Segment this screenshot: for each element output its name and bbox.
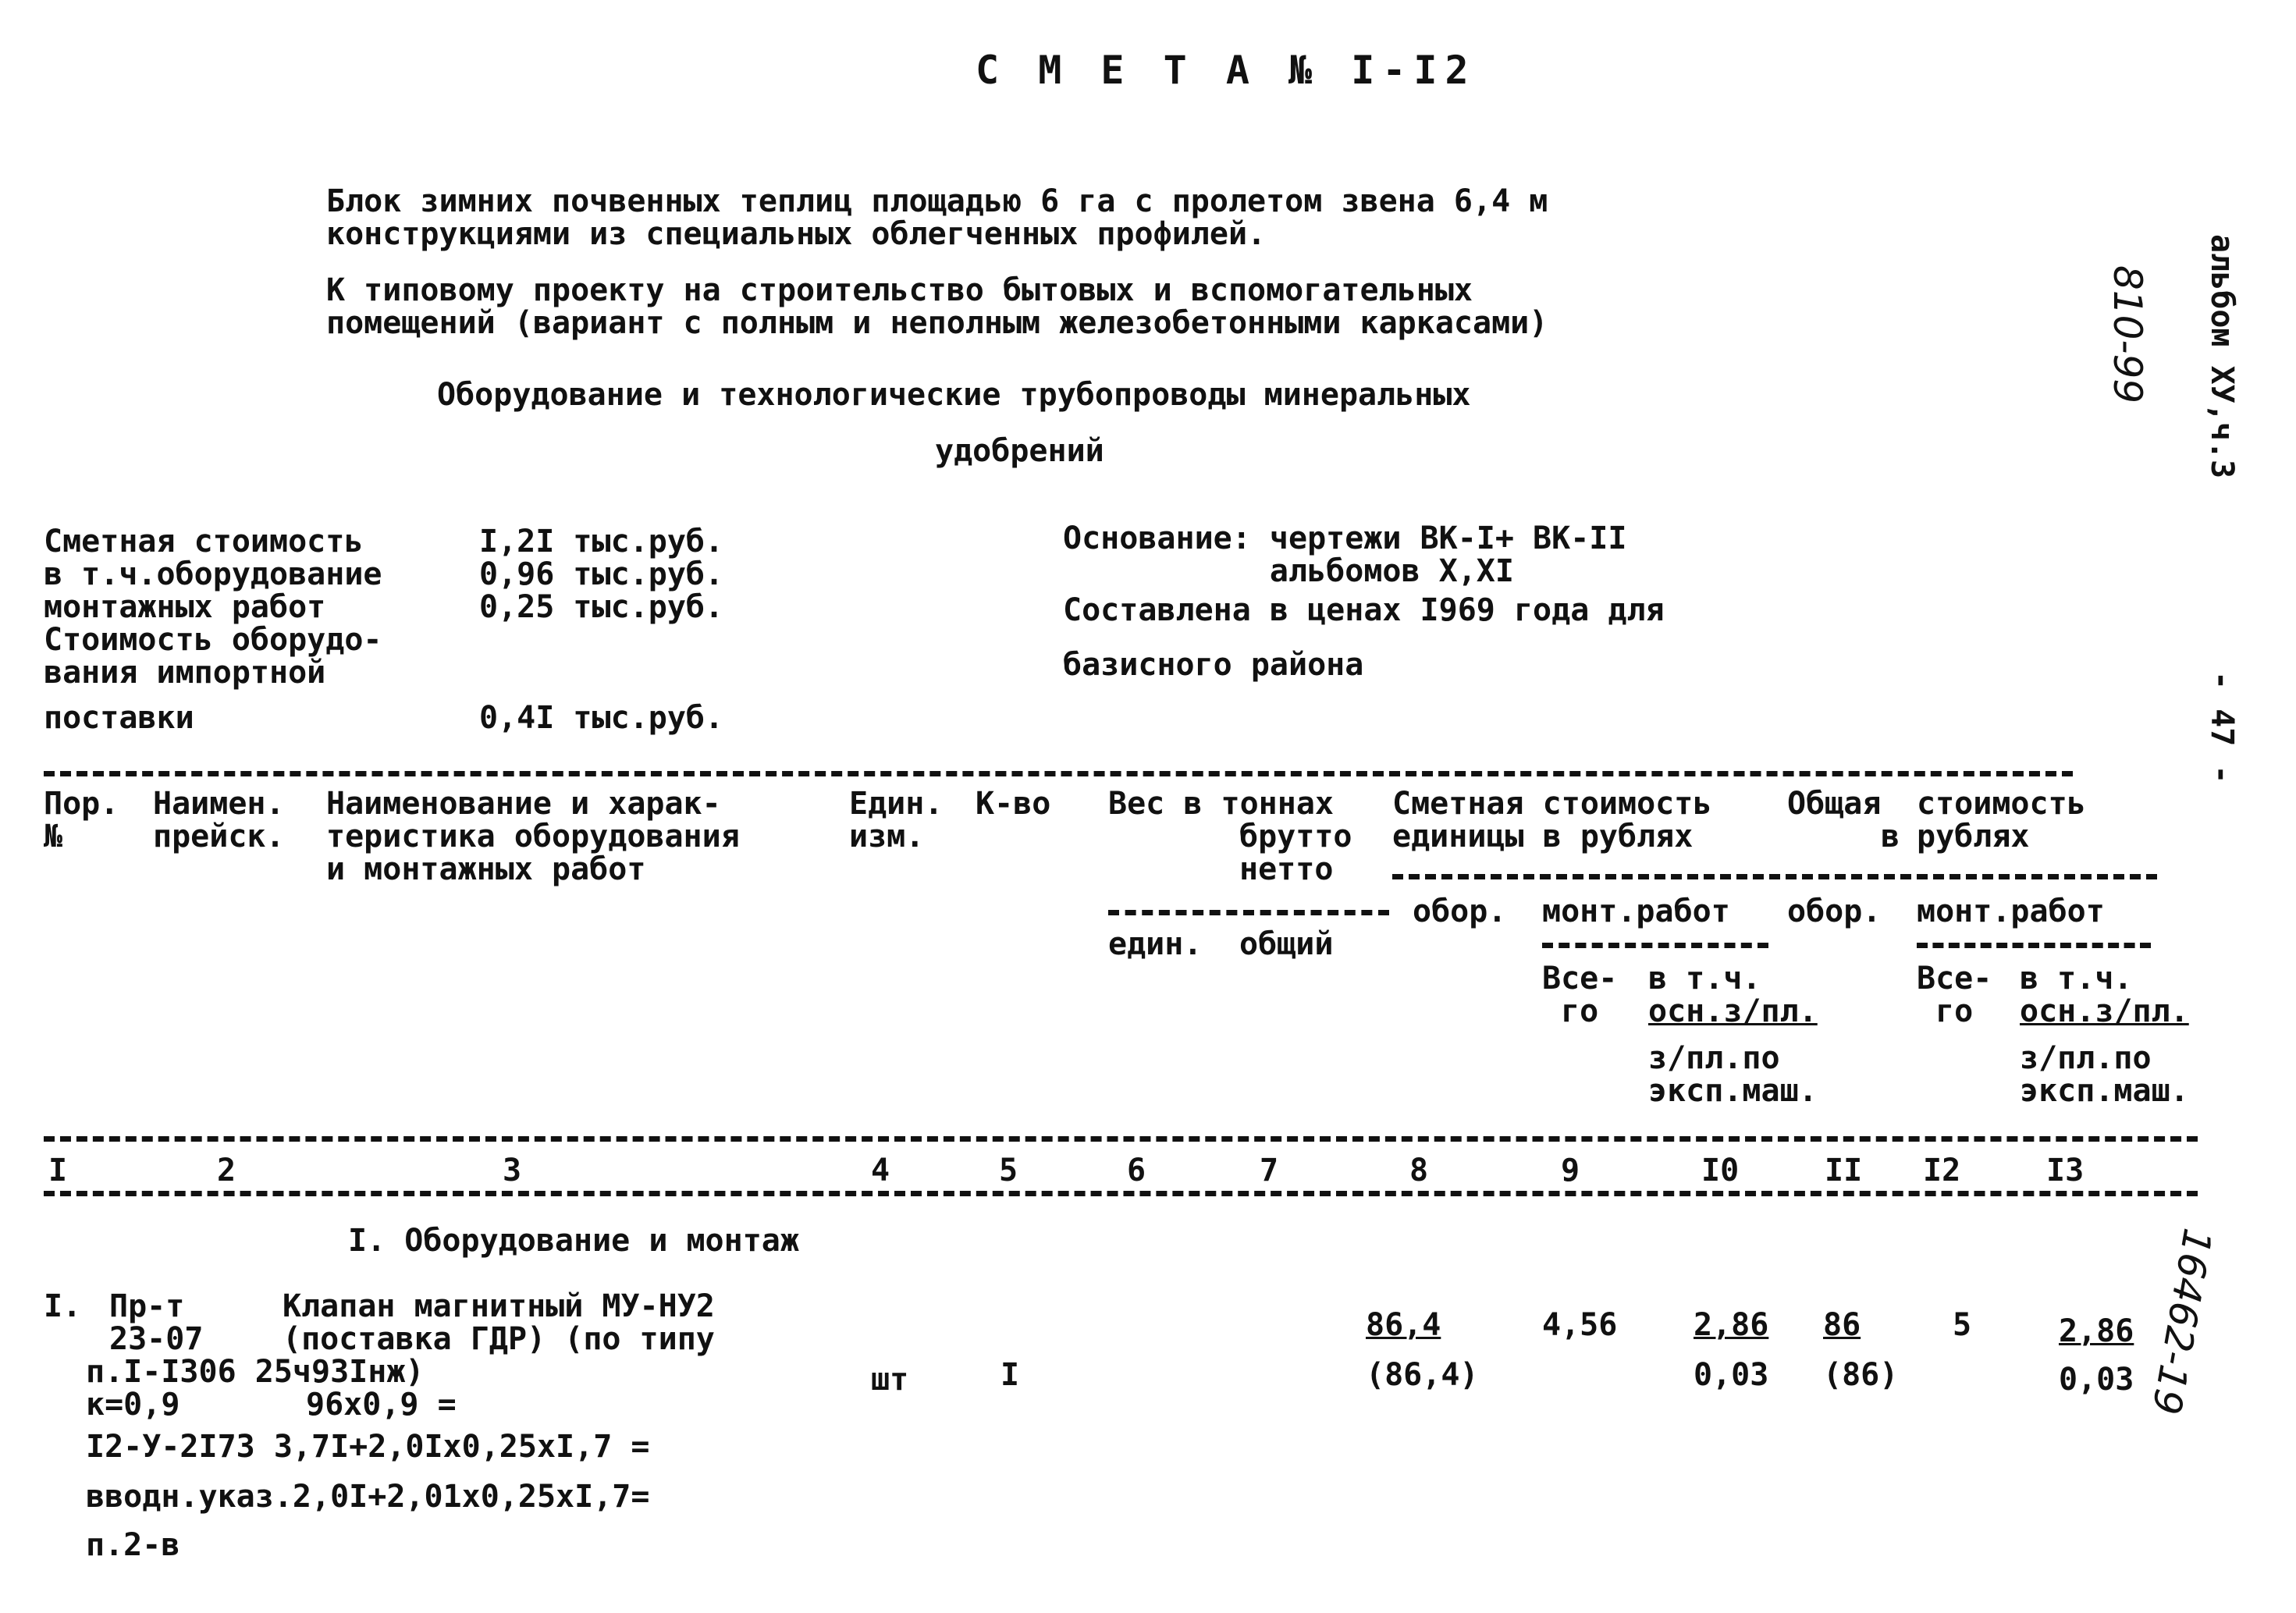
hdr-unit-incl-1: в т.ч. (1648, 961, 1761, 997)
hdr-total-incl-2: осн.з/пл. (2020, 993, 2189, 1029)
block-line-2: конструкциями из специальных облегченных профилей. (326, 216, 1267, 252)
row-qty: I (1001, 1357, 1020, 1393)
hdr-col2-line1: Наимен. (153, 786, 285, 822)
row-unit: шт (871, 1362, 909, 1398)
cost-label-3: монтажных работ (44, 589, 326, 625)
hdr-divider-costs (1392, 874, 2157, 879)
estimate-title: С М Е Т А № I-I2 (976, 48, 1477, 93)
row-code-4: к=0,9 (86, 1387, 180, 1423)
hdr-weight-line2: брутто (1239, 819, 1352, 854)
row-calc-4: п.2-в (86, 1527, 180, 1563)
header-top-divider (44, 771, 2073, 776)
hdr-total-all-2: го (1935, 993, 1974, 1029)
row-num: I. (44, 1288, 82, 1324)
hdr-weight-line1: Вес в тоннах (1108, 786, 1334, 822)
section-title-line-1: Оборудование и технологические трубопроводы минеральных (437, 377, 1471, 413)
handwritten-code-bottom: 16462-19 (2143, 1224, 2220, 1419)
hdr-unit-mount: монт.работ (1542, 894, 1730, 929)
row-col10-bottom: 0,03 (1694, 1357, 1769, 1393)
hdr-total-cost-3: стоимость (1917, 786, 2086, 822)
hdr-divider-weight (1108, 910, 1389, 915)
hdr-col4-line2: изм. (849, 819, 925, 854)
row-col10-top: 2,86 (1694, 1307, 1769, 1343)
hdr-col2-line2: прейск. (153, 819, 285, 854)
project-line-1: К типовому проекту на строительство бытовых и вспомогательных (326, 272, 1473, 308)
colnum-bottom-divider (44, 1191, 2198, 1196)
row-col11-bottom: (86) (1823, 1357, 1899, 1393)
hdr-unit-equip: обор. (1413, 894, 1507, 929)
section-title-line-2: удобрений (935, 433, 1104, 469)
cost-label-5: вания импортной (44, 655, 326, 691)
basis-line-3: Составлена в ценах I969 года для (1063, 592, 1665, 628)
cost-value-mounting: 0,25 тыс.руб. (479, 589, 724, 625)
colnum-3: 3 (503, 1153, 522, 1188)
project-line-2: помещений (вариант с полным и неполным железобетонными каркасами) (326, 305, 1548, 341)
hdr-unit-incl-4: эксп.маш. (1648, 1073, 1818, 1109)
row-col12: 5 (1953, 1307, 1972, 1343)
cost-value-import: 0,4I тыс.руб. (479, 700, 724, 736)
hdr-col3-line1: Наименование и харак- (326, 786, 721, 822)
basis-line-4: базисного района (1063, 647, 1364, 683)
row-col13-bottom: 0,03 (2059, 1362, 2134, 1398)
cost-label-2: в т.ч.оборудование (44, 556, 382, 592)
hdr-col1-line1: Пор. (44, 786, 119, 822)
hdr-total-cost-1: Общая (1787, 786, 1882, 822)
hdr-col3-line3: и монтажных работ (326, 851, 646, 887)
hdr-col4-line1: Един. (849, 786, 944, 822)
colnum-top-divider (44, 1136, 2198, 1142)
colnum-8: 8 (1409, 1153, 1429, 1188)
colnum-5: 5 (999, 1153, 1018, 1188)
hdr-total-cost-2: в (1881, 819, 1900, 854)
row-calc-2: I2-У-2I73 3,7I+2,0Iх0,25хI,7 = (86, 1429, 650, 1465)
row-col8-top: 86,4 (1366, 1307, 1441, 1343)
hdr-total-equip: обор. (1787, 894, 1882, 929)
section-heading: I. Оборудование и монтаж (348, 1223, 799, 1259)
cost-value-equipment: 0,96 тыс.руб. (479, 556, 724, 592)
colnum-9: 9 (1561, 1153, 1580, 1188)
hdr-col3-line2: теристика оборудования (326, 819, 740, 854)
row-calc-1: 96х0,9 = (306, 1387, 457, 1423)
row-col13-top: 2,86 (2059, 1313, 2134, 1349)
hdr-col5: К-во (976, 786, 1051, 822)
hdr-total-cost-4: рублях (1917, 819, 2030, 854)
colnum-1: I (48, 1153, 68, 1188)
row-col9: 4,56 (1542, 1307, 1618, 1343)
page-number: - 47 - (2204, 671, 2240, 784)
colnum-7: 7 (1260, 1153, 1279, 1188)
colnum-13: I3 (2046, 1153, 2085, 1188)
row-name-1: Клапан магнитный МУ-НУ2 (283, 1288, 715, 1324)
row-code-2: 23-07 (109, 1321, 204, 1357)
handwritten-code-top: 810-99 (2105, 265, 2150, 404)
row-col8-bottom: (86,4) (1366, 1357, 1479, 1393)
hdr-unit-incl-2: осн.з/пл. (1648, 993, 1818, 1029)
colnum-11: II (1825, 1153, 1863, 1188)
row-code-1: Пр-т (109, 1288, 185, 1324)
hdr-unit-incl-3: з/пл.по (1648, 1040, 1780, 1076)
cost-label-1: Сметная стоимость (44, 524, 364, 560)
hdr-divider-mount-total (1917, 943, 2151, 948)
hdr-unit-all-1: Все- (1542, 961, 1618, 997)
row-name-2: (поставка ГДР) (по типу (283, 1321, 715, 1357)
colnum-2: 2 (217, 1153, 236, 1188)
hdr-unit-cost-line2: единицы в рублях (1392, 819, 1694, 854)
colnum-10: I0 (1701, 1153, 1740, 1188)
hdr-total-mount: монт.работ (1917, 894, 2105, 929)
colnum-12: I2 (1923, 1153, 1961, 1188)
hdr-weight-total: общий (1239, 926, 1334, 962)
hdr-divider-mount-unit (1542, 943, 1768, 948)
colnum-6: 6 (1127, 1153, 1146, 1188)
cost-label-4: Стоимость оборудо- (44, 622, 382, 658)
hdr-unit-cost-line1: Сметная стоимость (1392, 786, 1712, 822)
row-code-3: п.I-I306 25ч93Iнж) (86, 1354, 425, 1390)
cost-label-6: поставки (44, 700, 194, 736)
hdr-total-incl-3: з/пл.по (2020, 1040, 2152, 1076)
row-col11-top: 86 (1823, 1307, 1861, 1343)
colnum-4: 4 (871, 1153, 890, 1188)
block-line-1: Блок зимних почвенных теплиц площадью 6 га с пролетом звена 6,4 м (326, 183, 1548, 219)
hdr-total-incl-1: в т.ч. (2020, 961, 2133, 997)
row-calc-3: вводн.указ.2,0I+2,01х0,25хI,7= (86, 1479, 650, 1515)
hdr-weight-unit: един. (1108, 926, 1203, 962)
hdr-total-all-1: Все- (1917, 961, 1992, 997)
hdr-col1-line2: № (44, 819, 63, 854)
hdr-unit-all-2: го (1561, 993, 1599, 1029)
cost-value-total: I,2I тыс.руб. (479, 524, 724, 560)
album-note: альбом XУ,ч.3 (2204, 234, 2240, 479)
hdr-total-incl-4: эксп.маш. (2020, 1073, 2189, 1109)
hdr-weight-line3: нетто (1239, 851, 1334, 887)
basis-line-2: альбомов X,XI (1063, 553, 1514, 589)
basis-line-1: Основание: чертежи ВК-I+ ВК-II (1063, 520, 1627, 556)
